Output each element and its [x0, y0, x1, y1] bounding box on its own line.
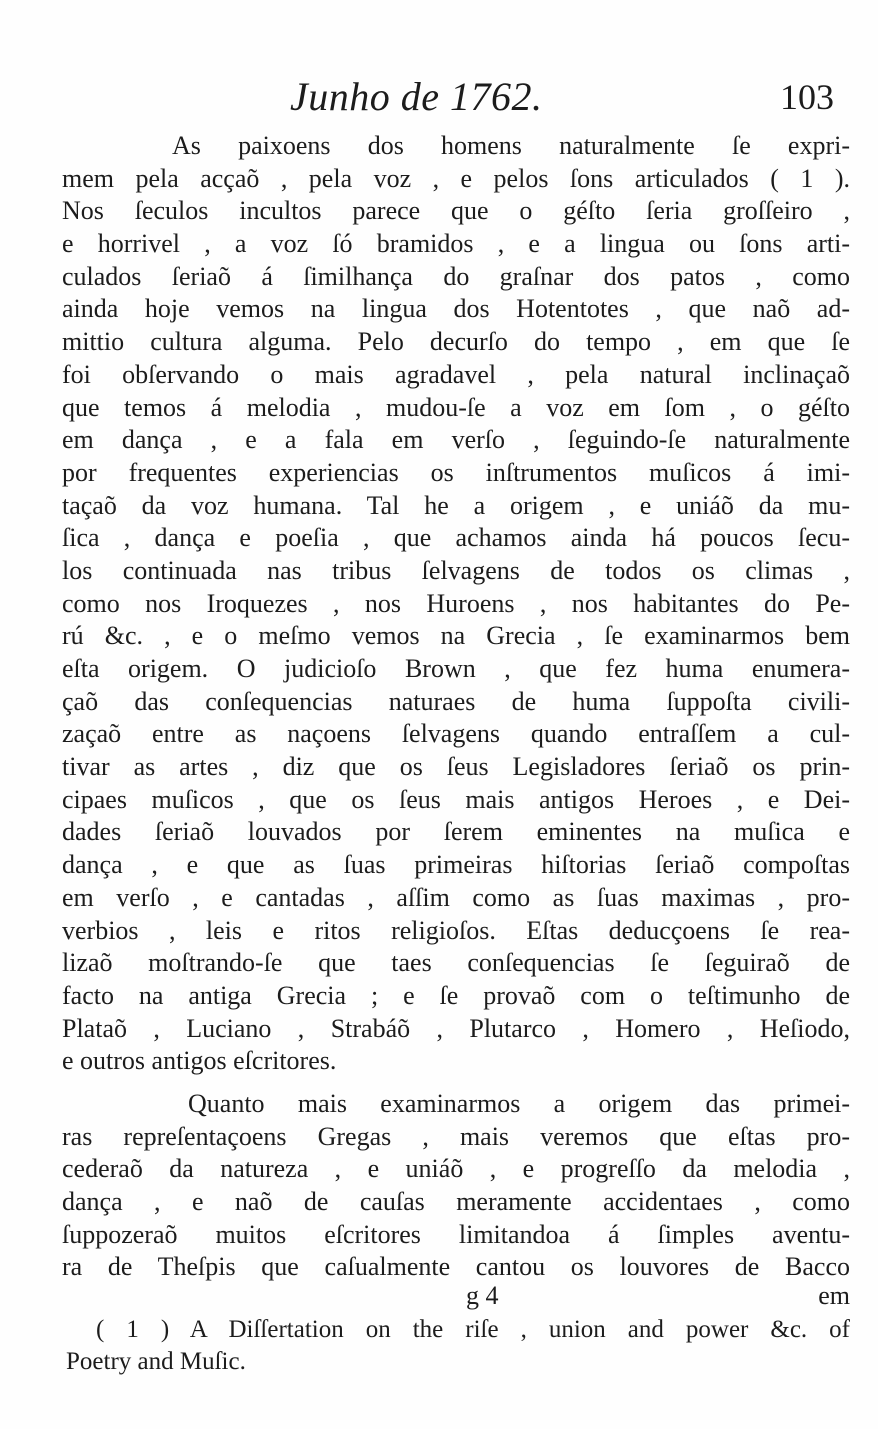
- text-line: zaçaõ entre as naçoens ſelvagens quando entraſſem a cul-: [62, 719, 850, 749]
- page-footer-marks: [62, 1280, 850, 1312]
- text-line: em verſo , e cantadas , aſſim como as ſuas maximas , pro-: [62, 882, 850, 912]
- text-line: Plataõ , Luciano , Strabáõ , Plutarco , Homero , Heſiodo,: [62, 1013, 850, 1043]
- text-line: ainda hoje vemos na lingua dos Hotentotes , que naõ ad-: [62, 294, 850, 324]
- text-line: mem pela acçaõ , pela voz , e pelos ſons articulados ( 1 ).: [62, 163, 850, 193]
- text-line: verbios , leis e ritos religioſos. Eſtas deducçoens ſe rea-: [62, 915, 850, 945]
- text-line: eſta origem. O judicioſo Brown , que fez huma enumera-: [62, 654, 850, 683]
- text-line: que temos á melodia , mudou-ſe a voz em ſom , o géſto: [62, 392, 850, 422]
- text-line: como nos Iroquezes , nos Huroens , nos habitantes do Pe-: [62, 588, 850, 618]
- text-line: cederaõ da natureza , e uniáõ , e progreſſo da melodia ,: [62, 1154, 850, 1184]
- text-line: tivar as artes , diz que os ſeus Legisladores ſeriaõ os prin-: [62, 752, 850, 782]
- footnote-line: ( 1 ) A Diſſertation on the riſe , union and power &c. of: [96, 1316, 850, 1343]
- footnote: [66, 1314, 850, 1378]
- catchword: em: [818, 1281, 850, 1310]
- text-line: culados ſeriaõ á ſimilhança do graſnar dos patos , como: [62, 261, 850, 291]
- text-line: rú &c. , e o meſmo vemos na Grecia , ſe examinarmos bem: [62, 621, 850, 651]
- running-title: Junho de 1762.: [290, 74, 543, 119]
- text-line: cipaes muſicos , que os ſeus mais antigos Heroes , e Dei-: [62, 784, 850, 814]
- text-line: mittio cultura alguma. Pelo decurſo do tempo , em que ſe: [62, 327, 850, 357]
- text-line: foi obſervando o mais agradavel , pela natural inclinaçaõ: [62, 359, 850, 389]
- text-line: ſuppozeraõ muitos eſcritores limitandoa á ſimples aventu-: [62, 1219, 850, 1249]
- text-line: lizaõ moſtrando-ſe que taes conſequencias ſe ſeguiraõ de: [62, 948, 850, 978]
- text-line: As paixoens dos homens naturalmente ſe expri-: [172, 131, 850, 160]
- text-line: çaõ das conſequencias naturaes de huma ſuppoſta civili-: [62, 686, 850, 716]
- text-line: e horrivel , a voz ſó bramidos , e a lingua ou ſons arti-: [62, 229, 850, 259]
- text-line: em dança , e a fala em verſo , ſeguindo-ſe naturalmente: [62, 425, 850, 455]
- text-line: e outros antigos eſcritores.: [62, 1046, 337, 1076]
- text-line: ra de Theſpis que caſualmente cantou os louvores de Bacco: [62, 1252, 850, 1282]
- page-header: [290, 72, 834, 122]
- signature-mark: g 4: [466, 1281, 499, 1310]
- body-text: [62, 130, 850, 1284]
- text-line: Quanto mais examinarmos a origem das primei-: [188, 1088, 850, 1118]
- text-line: dades ſeriaõ louvados por ſerem eminentes na muſica e: [62, 817, 850, 847]
- paragraph: [62, 1088, 850, 1284]
- text-line: ſica , dança e poeſia , que achamos ainda há poucos ſecu-: [62, 523, 850, 553]
- text-line: facto na antiga Grecia ; e ſe provaõ com o teſtimunho de: [62, 980, 850, 1010]
- text-line: los continuada nas tribus ſelvagens de todos os climas ,: [62, 555, 850, 585]
- text-line: dança , e que as ſuas primeiras hiſtorias ſeriaõ compoſtas: [62, 850, 850, 880]
- text-line: ras repreſentaçoens Gregas , mais veremos que eſtas pro-: [62, 1121, 850, 1151]
- text-line: Nos ſeculos incultos parece que o géſto ſeria groſſeiro ,: [62, 196, 850, 226]
- page-number: 103: [780, 77, 834, 117]
- paragraph: [62, 130, 850, 1078]
- text-line: taçaõ da voz humana. Tal he a origem , e uniáõ da mu-: [62, 490, 850, 520]
- footnote-line: Poetry and Muſic.: [66, 1348, 246, 1375]
- text-line: por frequentes experiencias os inſtrumentos muſicos á imi-: [62, 457, 850, 487]
- text-line: dança , e naõ de cauſas meramente accidentaes , como: [62, 1187, 850, 1216]
